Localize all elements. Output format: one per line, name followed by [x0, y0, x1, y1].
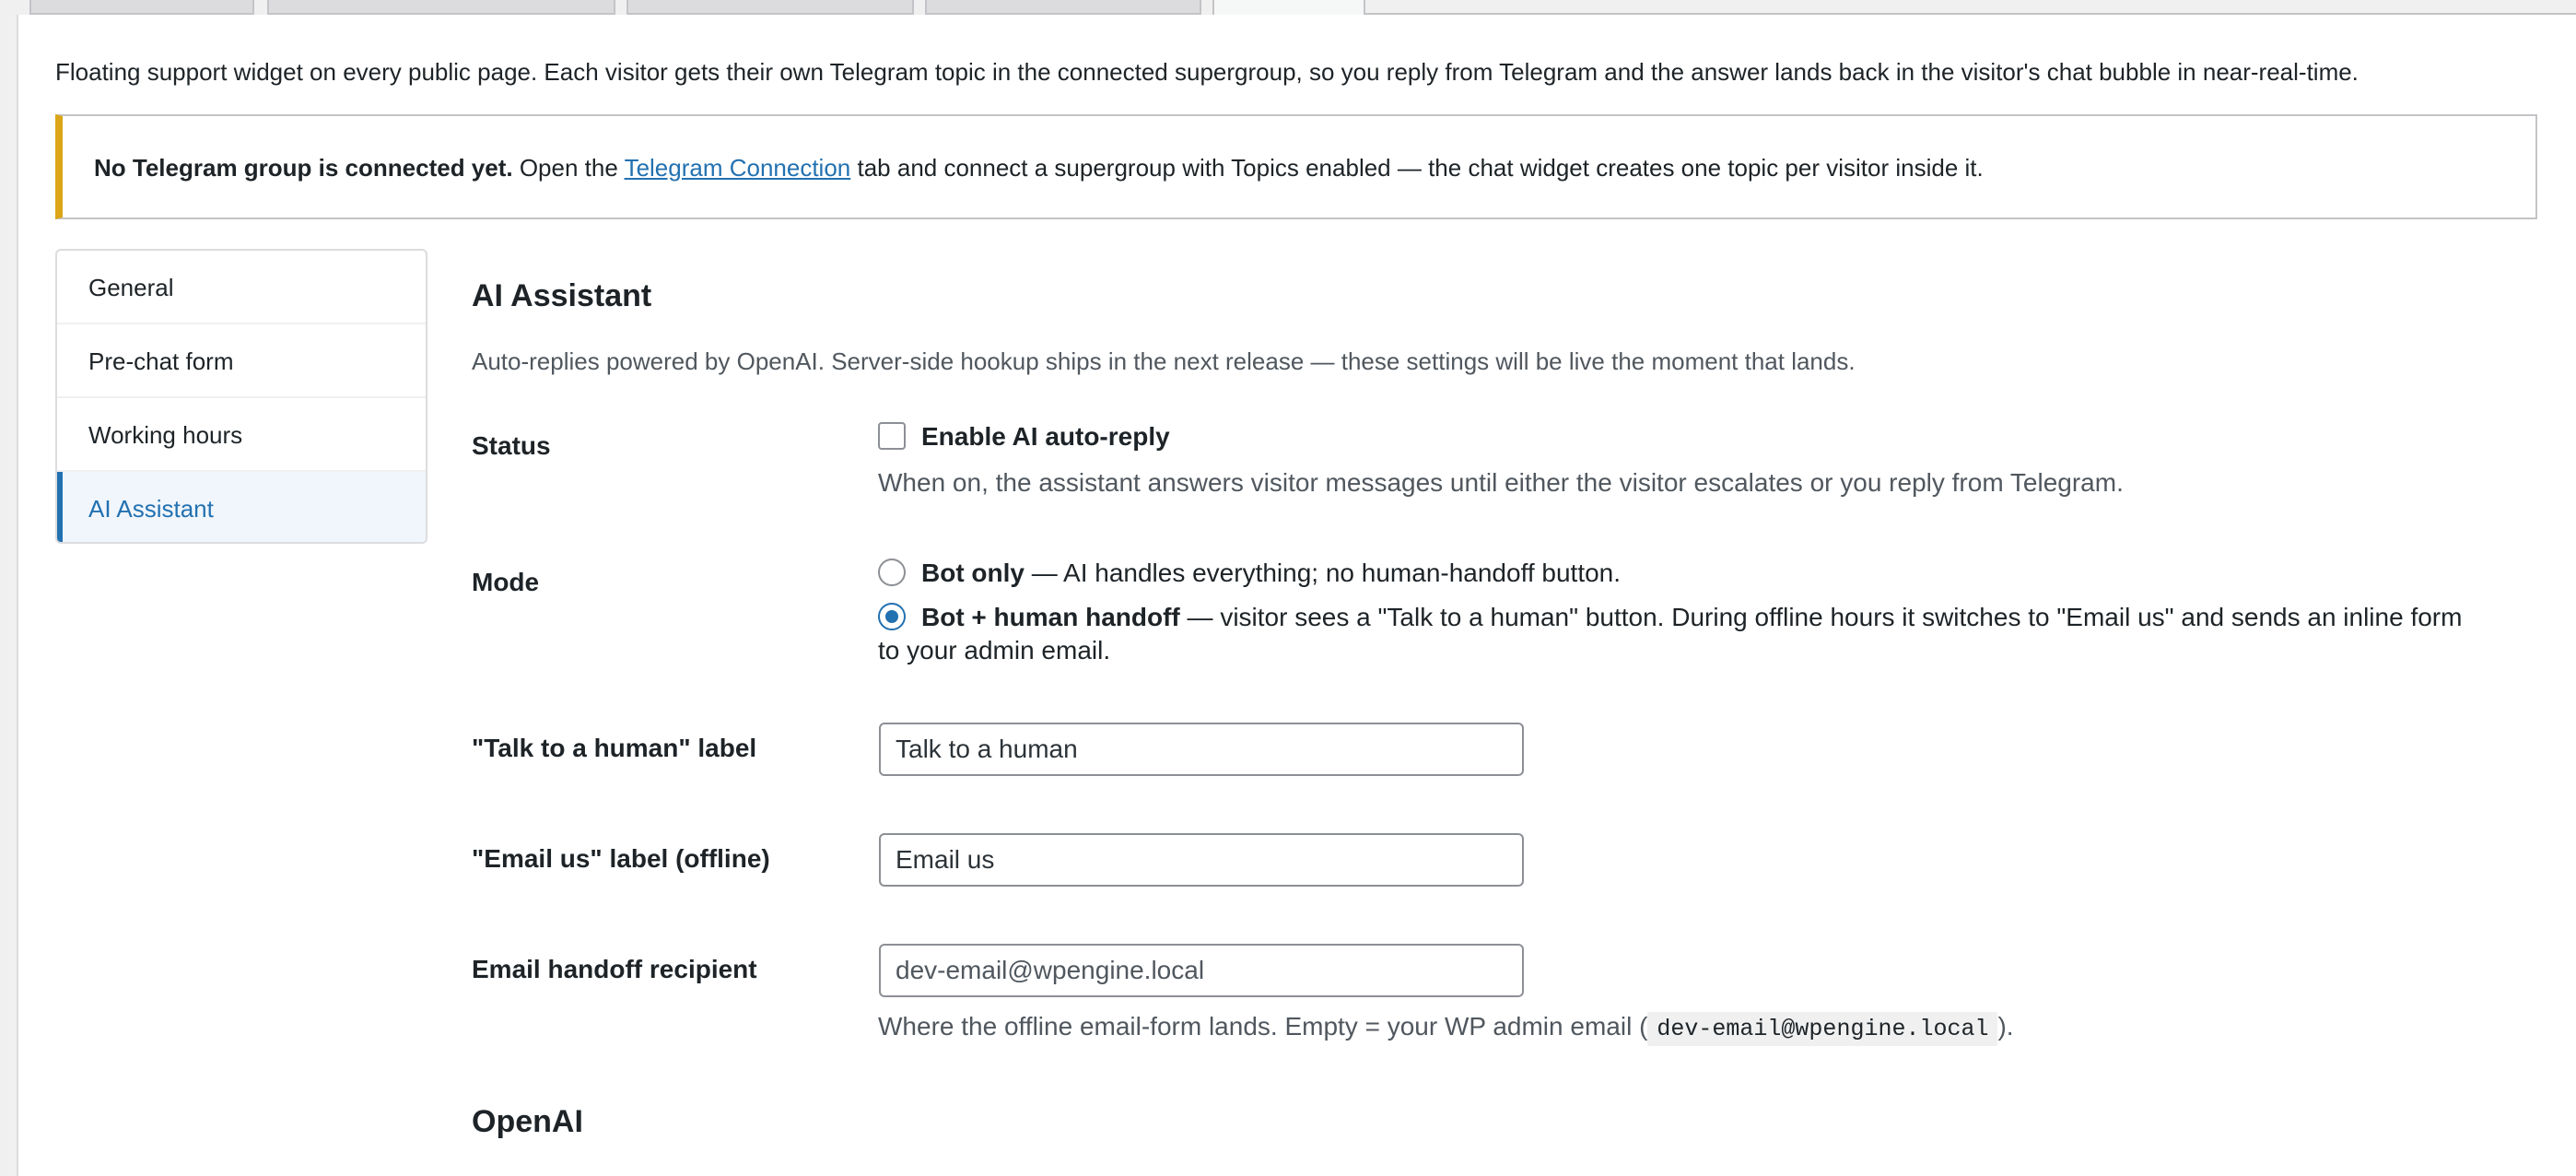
mode-handoff-label[interactable]	[921, 601, 2462, 634]
notice-text	[94, 151, 1984, 184]
email-label-input[interactable]	[879, 833, 1524, 887]
top-tab-4[interactable]	[925, 0, 1201, 15]
sidenav-item-pre-chat-form[interactable]: Pre-chat form	[57, 324, 426, 398]
email-label-label: "Email us" label (offline)	[472, 844, 770, 873]
status-label: Status	[472, 431, 551, 460]
top-tab-3[interactable]	[626, 0, 914, 15]
mode-bot-only-radio[interactable]	[878, 559, 906, 586]
email-recipient-help-after: ).	[1997, 1012, 2014, 1041]
talk-label-input[interactable]	[879, 723, 1524, 776]
email-recipient-help-before: Where the offline email-form lands. Empty = your WP admin email (	[878, 1012, 1648, 1041]
intro-text: Floating support widget on every public page. Each visitor gets their own Telegram topic in the connected supergroup, so you reply from Telegram and the answer lands back in the visitor's chat bubble in near-real-time.	[55, 58, 2359, 86]
mode-bot-only-title: Bot only	[921, 559, 1025, 587]
email-recipient-input[interactable]	[879, 944, 1524, 997]
openai-section-title: OpenAI	[472, 1104, 583, 1139]
mode-bot-only-label[interactable]	[921, 557, 1621, 590]
telegram-connection-link[interactable]: Telegram Connection	[624, 154, 851, 182]
status-help: When on, the assistant answers visitor messages until either the visitor escalates or you reply from Telegram.	[878, 468, 2124, 497]
mode-handoff-radio[interactable]	[878, 603, 906, 630]
notice-bold: No Telegram group is connected yet.	[94, 154, 513, 182]
mode-handoff-desc-line2: to your admin email.	[878, 636, 1111, 664]
enable-ai-label-text: Enable AI auto-reply	[921, 422, 1170, 451]
talk-label-label: "Talk to a human" label	[472, 734, 757, 762]
warning-notice	[55, 114, 2537, 219]
enable-ai-checkbox[interactable]	[878, 422, 906, 450]
mode-bot-only-desc: — AI handles everything; no human-handoff button.	[1025, 559, 1622, 587]
enable-ai-label[interactable]	[921, 420, 1170, 453]
notice-text-after: tab and connect a supergroup with Topics enabled — the chat widget creates one topic per visitor inside it.	[850, 154, 1984, 182]
settings-sidenav	[55, 249, 427, 544]
mode-handoff-desc: — visitor sees a "Talk to a human" button. During offline hours it switches to "Email us" and sends an inline form	[1179, 603, 2463, 631]
mode-handoff-title: Bot + human handoff	[921, 603, 1180, 631]
email-recipient-label: Email handoff recipient	[472, 955, 757, 983]
email-recipient-code: dev-email@wpengine.local	[1647, 1012, 1997, 1046]
sidenav-item-general[interactable]: General	[57, 251, 426, 324]
mode-label: Mode	[472, 568, 540, 596]
top-tab-1[interactable]	[29, 0, 254, 15]
sidenav-item-ai-assistant[interactable]: AI Assistant	[57, 472, 426, 544]
email-recipient-help	[878, 1010, 2014, 1046]
top-tab-active[interactable]	[1212, 0, 1365, 15]
section-title: AI Assistant	[472, 278, 652, 313]
notice-text-before: Open the	[512, 154, 625, 182]
section-description: Auto-replies powered by OpenAI. Server-side hookup ships in the next release — these settings will be live the moment that lands.	[472, 347, 1856, 375]
top-tab-2[interactable]	[267, 0, 615, 15]
sidenav-item-working-hours[interactable]: Working hours	[57, 398, 426, 472]
